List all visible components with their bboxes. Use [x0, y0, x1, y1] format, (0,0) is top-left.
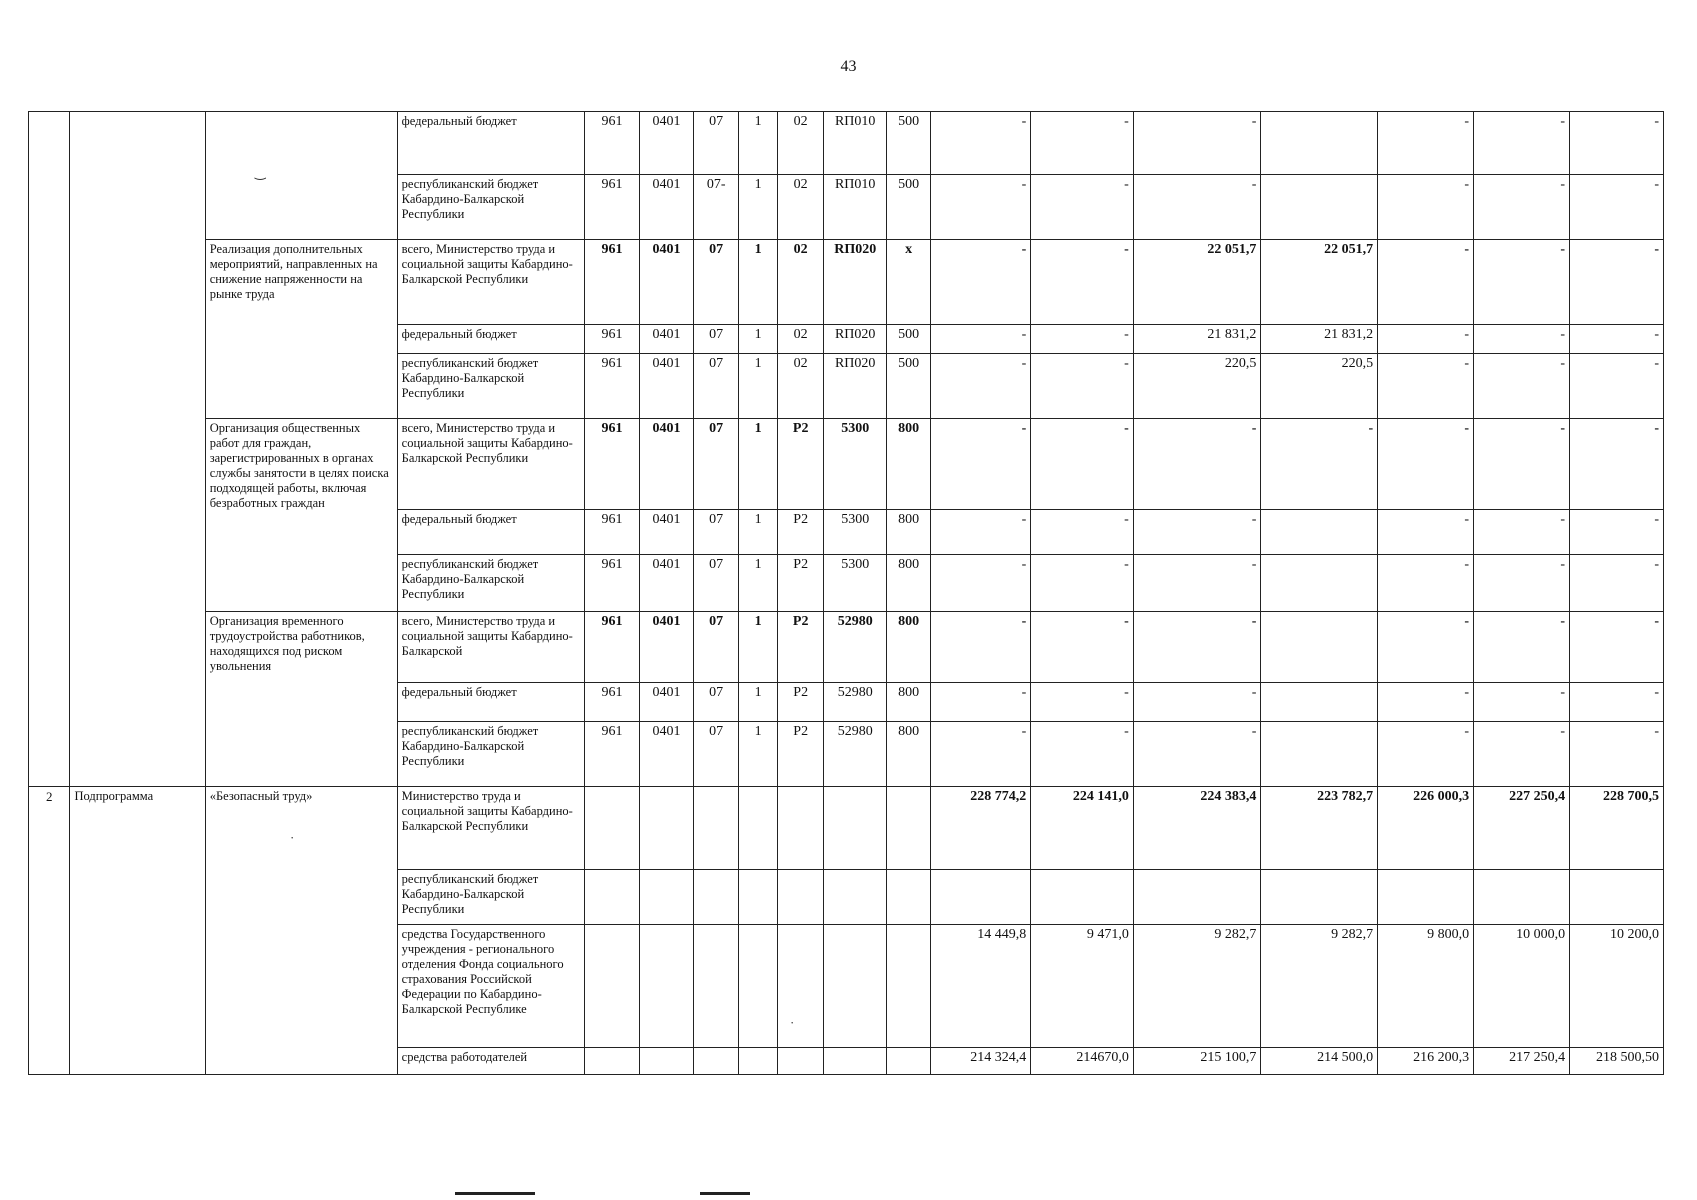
- budget-code: 1: [739, 722, 778, 787]
- year-amount: 215 100,7: [1133, 1048, 1261, 1075]
- budget-code: [824, 1048, 887, 1075]
- year-amount: -: [1474, 112, 1570, 175]
- funding-source: средства работодателей: [397, 1048, 585, 1075]
- budget-code: 02: [778, 325, 824, 354]
- budget-code: 961: [585, 612, 640, 683]
- year-amount: -: [930, 722, 1030, 787]
- year-amount: -: [1133, 175, 1261, 240]
- row-status: [70, 112, 205, 787]
- row-event: Организация общественных работ для граждан, зарегистрированных в органах службы занятости в целях поиска подходящей работы, включая безработных граждан: [205, 419, 397, 612]
- year-amount: -: [1031, 722, 1134, 787]
- year-amount: -: [1378, 555, 1474, 612]
- budget-code: P2: [778, 683, 824, 722]
- funding-source: всего, Министерство труда и социальной защиты Кабардино-Балкарской Республики: [397, 419, 585, 510]
- year-amount: [930, 870, 1030, 925]
- year-amount: [1261, 612, 1378, 683]
- budget-code: [739, 870, 778, 925]
- year-amount: -: [1474, 612, 1570, 683]
- budget-code: 800: [887, 683, 931, 722]
- year-amount: 22 051,7: [1261, 240, 1378, 325]
- budget-code: [585, 925, 640, 1048]
- year-amount: 10 000,0: [1474, 925, 1570, 1048]
- budget-code: 07: [694, 240, 739, 325]
- budget-code: 07: [694, 683, 739, 722]
- budget-code: 800: [887, 722, 931, 787]
- budget-code: 02: [778, 354, 824, 419]
- year-amount: -: [1133, 419, 1261, 510]
- year-amount: 223 782,7: [1261, 787, 1378, 870]
- year-amount: 21 831,2: [1133, 325, 1261, 354]
- budget-code: 800: [887, 419, 931, 510]
- budget-code: [739, 1048, 778, 1075]
- year-amount: [1133, 870, 1261, 925]
- funding-source: федеральный бюджет: [397, 683, 585, 722]
- year-amount: -: [1378, 683, 1474, 722]
- table-row: [29, 612, 1664, 683]
- year-amount: [1261, 112, 1378, 175]
- funding-source: всего, Министерство труда и социальной защиты Кабардино-Балкарской: [397, 612, 585, 683]
- year-amount: 214 500,0: [1261, 1048, 1378, 1075]
- year-amount: -: [1261, 419, 1378, 510]
- year-amount: -: [1378, 325, 1474, 354]
- year-amount: 220,5: [1133, 354, 1261, 419]
- year-amount: -: [1474, 510, 1570, 555]
- funding-source: Министерство труда и социальной защиты Кабардино-Балкарской Республики: [397, 787, 585, 870]
- year-amount: [1261, 870, 1378, 925]
- year-amount: [1261, 175, 1378, 240]
- year-amount: -: [1133, 612, 1261, 683]
- year-amount: 227 250,4: [1474, 787, 1570, 870]
- year-amount: 9 800,0: [1378, 925, 1474, 1048]
- year-amount: 217 250,4: [1474, 1048, 1570, 1075]
- funding-source: федеральный бюджет: [397, 325, 585, 354]
- budget-code: [887, 1048, 931, 1075]
- budget-code: [694, 870, 739, 925]
- budget-code: 800: [887, 555, 931, 612]
- year-amount: -: [930, 510, 1030, 555]
- budget-code: 0401: [639, 240, 694, 325]
- year-amount: 228 774,2: [930, 787, 1030, 870]
- year-amount: 9 471,0: [1031, 925, 1134, 1048]
- year-amount: -: [1570, 112, 1664, 175]
- budget-code: 961: [585, 175, 640, 240]
- year-amount: [1261, 683, 1378, 722]
- year-amount: -: [1031, 112, 1134, 175]
- budget-code: 07: [694, 612, 739, 683]
- table-row: [29, 240, 1664, 325]
- year-amount: -: [1133, 722, 1261, 787]
- budget-code: [887, 870, 931, 925]
- budget-code: 07: [694, 555, 739, 612]
- budget-code: 0401: [639, 419, 694, 510]
- budget-code: [639, 925, 694, 1048]
- row-event: Реализация дополнительных мероприятий, направленных на снижение напряженности на рынке труда: [205, 240, 397, 419]
- budget-code: [778, 787, 824, 870]
- year-amount: -: [930, 112, 1030, 175]
- budget-code: 1: [739, 510, 778, 555]
- budget-code: 52980: [824, 683, 887, 722]
- year-amount: [1570, 870, 1664, 925]
- budget-code: 961: [585, 722, 640, 787]
- row-event: [205, 112, 397, 240]
- year-amount: -: [1378, 722, 1474, 787]
- year-amount: [1261, 722, 1378, 787]
- year-amount: -: [1474, 555, 1570, 612]
- year-amount: 9 282,7: [1133, 925, 1261, 1048]
- funding-source: республиканский бюджет Кабардино-Балкарской Республики: [397, 354, 585, 419]
- scan-artifact: [700, 1192, 750, 1195]
- budget-code: P2: [778, 612, 824, 683]
- year-amount: -: [1570, 510, 1664, 555]
- year-amount: 218 500,50: [1570, 1048, 1664, 1075]
- year-amount: [1474, 870, 1570, 925]
- budget-code: 0401: [639, 354, 694, 419]
- year-amount: -: [930, 175, 1030, 240]
- budget-code: P2: [778, 510, 824, 555]
- budget-code: 0401: [639, 175, 694, 240]
- year-amount: -: [1570, 175, 1664, 240]
- budget-code: 07: [694, 112, 739, 175]
- year-amount: -: [1474, 354, 1570, 419]
- budget-code: 961: [585, 683, 640, 722]
- table-row: [29, 787, 1664, 870]
- year-amount: 21 831,2: [1261, 325, 1378, 354]
- year-amount: -: [1570, 325, 1664, 354]
- budget-code: 07: [694, 419, 739, 510]
- budget-code: 5300: [824, 419, 887, 510]
- budget-code: RП020: [824, 325, 887, 354]
- year-amount: -: [1570, 419, 1664, 510]
- budget-code: 1: [739, 112, 778, 175]
- year-amount: -: [1031, 240, 1134, 325]
- budget-code: RП010: [824, 175, 887, 240]
- funding-source: республиканский бюджет Кабардино-Балкарской Республики: [397, 175, 585, 240]
- budget-code: [824, 925, 887, 1048]
- year-amount: -: [1031, 325, 1134, 354]
- budget-code: P2: [778, 722, 824, 787]
- budget-code: [887, 787, 931, 870]
- budget-code: 800: [887, 612, 931, 683]
- funding-source: всего, Министерство труда и социальной защиты Кабардино-Балкарской Республики: [397, 240, 585, 325]
- year-amount: 214 324,4: [930, 1048, 1030, 1075]
- budget-code: 961: [585, 354, 640, 419]
- budget-code: 1: [739, 354, 778, 419]
- budget-code: 02: [778, 240, 824, 325]
- year-amount: -: [1474, 240, 1570, 325]
- budget-code: 0401: [639, 325, 694, 354]
- budget-code: 961: [585, 510, 640, 555]
- budget-code: [778, 925, 824, 1048]
- budget-code: 1: [739, 175, 778, 240]
- year-amount: -: [1031, 510, 1134, 555]
- budget-code: P2: [778, 419, 824, 510]
- budget-code: 0401: [639, 722, 694, 787]
- year-amount: 22 051,7: [1133, 240, 1261, 325]
- funding-source: республиканский бюджет Кабардино-Балкарской Республики: [397, 722, 585, 787]
- year-amount: 10 200,0: [1570, 925, 1664, 1048]
- budget-code: [639, 1048, 694, 1075]
- funding-source: федеральный бюджет: [397, 112, 585, 175]
- year-amount: [1261, 510, 1378, 555]
- budget-code: 02: [778, 175, 824, 240]
- budget-code: 5300: [824, 555, 887, 612]
- row-number: 2: [29, 787, 70, 1075]
- budget-code: 02: [778, 112, 824, 175]
- budget-code: 500: [887, 112, 931, 175]
- year-amount: 228 700,5: [1570, 787, 1664, 870]
- year-amount: -: [930, 240, 1030, 325]
- budget-code: 07: [694, 325, 739, 354]
- year-amount: -: [1474, 325, 1570, 354]
- budget-code: [639, 787, 694, 870]
- year-amount: -: [930, 325, 1030, 354]
- year-amount: -: [930, 354, 1030, 419]
- year-amount: 14 449,8: [930, 925, 1030, 1048]
- budget-code: 961: [585, 325, 640, 354]
- year-amount: -: [1378, 240, 1474, 325]
- funding-source: республиканский бюджет Кабардино-Балкарской Республики: [397, 870, 585, 925]
- year-amount: -: [1031, 419, 1134, 510]
- funding-source: республиканский бюджет Кабардино-Балкарской Республики: [397, 555, 585, 612]
- year-amount: 224 141,0: [1031, 787, 1134, 870]
- budget-code: 07: [694, 722, 739, 787]
- budget-code: [778, 870, 824, 925]
- budget-code: [824, 870, 887, 925]
- year-amount: 216 200,3: [1378, 1048, 1474, 1075]
- year-amount: -: [1378, 354, 1474, 419]
- year-amount: -: [1378, 612, 1474, 683]
- year-amount: 220,5: [1261, 354, 1378, 419]
- year-amount: -: [1570, 354, 1664, 419]
- budget-code: 5300: [824, 510, 887, 555]
- year-amount: -: [1031, 683, 1134, 722]
- budget-code: [585, 787, 640, 870]
- budget-table: [28, 111, 1664, 1075]
- row-event: Организация временного трудоустройства работников, находящихся под риском увольнения: [205, 612, 397, 787]
- year-amount: -: [1378, 419, 1474, 510]
- budget-code: 07-: [694, 175, 739, 240]
- budget-code: P2: [778, 555, 824, 612]
- year-amount: -: [1474, 722, 1570, 787]
- table-row: [29, 112, 1664, 175]
- budget-code: 1: [739, 240, 778, 325]
- budget-code: 500: [887, 325, 931, 354]
- year-amount: -: [1474, 175, 1570, 240]
- budget-code: 1: [739, 612, 778, 683]
- year-amount: 224 383,4: [1133, 787, 1261, 870]
- budget-code: 07: [694, 510, 739, 555]
- budget-code: 0401: [639, 683, 694, 722]
- budget-code: 0401: [639, 612, 694, 683]
- budget-code: [694, 925, 739, 1048]
- budget-code: 500: [887, 175, 931, 240]
- budget-code: 961: [585, 555, 640, 612]
- row-status: Подпрограмма: [70, 787, 205, 1075]
- year-amount: -: [1133, 683, 1261, 722]
- budget-code: 500: [887, 354, 931, 419]
- budget-code: [694, 1048, 739, 1075]
- budget-code: х: [887, 240, 931, 325]
- budget-code: 52980: [824, 612, 887, 683]
- scan-mark: ‿: [255, 165, 266, 180]
- budget-code: 1: [739, 325, 778, 354]
- year-amount: -: [1378, 175, 1474, 240]
- year-amount: 214670,0: [1031, 1048, 1134, 1075]
- budget-code: [639, 870, 694, 925]
- budget-code: 1: [739, 419, 778, 510]
- year-amount: [1378, 870, 1474, 925]
- year-amount: -: [1378, 112, 1474, 175]
- row-number: [29, 112, 70, 787]
- funding-source: средства Государственного учреждения - регионального отделения Фонда социального страхования Российской Федерации по Кабардино-Балкарской Республике: [397, 925, 585, 1048]
- scan-artifact: [455, 1192, 535, 1195]
- year-amount: -: [930, 419, 1030, 510]
- year-amount: -: [1133, 510, 1261, 555]
- budget-code: 1: [739, 683, 778, 722]
- year-amount: -: [1474, 683, 1570, 722]
- year-amount: -: [930, 683, 1030, 722]
- year-amount: -: [1570, 612, 1664, 683]
- budget-code: RП020: [824, 354, 887, 419]
- year-amount: -: [930, 555, 1030, 612]
- year-amount: -: [1031, 612, 1134, 683]
- budget-code: [739, 925, 778, 1048]
- year-amount: -: [1133, 555, 1261, 612]
- year-amount: -: [1570, 722, 1664, 787]
- budget-code: 961: [585, 112, 640, 175]
- year-amount: -: [1031, 354, 1134, 419]
- year-amount: -: [1570, 240, 1664, 325]
- table-body: [29, 112, 1664, 1075]
- budget-code: [887, 925, 931, 1048]
- scan-mark: ·: [290, 830, 295, 845]
- budget-code: [739, 787, 778, 870]
- year-amount: -: [1133, 112, 1261, 175]
- row-event: «Безопасный труд»: [205, 787, 397, 1075]
- budget-code: [824, 787, 887, 870]
- budget-code: RП010: [824, 112, 887, 175]
- funding-source: федеральный бюджет: [397, 510, 585, 555]
- year-amount: -: [930, 612, 1030, 683]
- year-amount: -: [1570, 683, 1664, 722]
- page-number: 43: [840, 58, 857, 75]
- budget-code: 1: [739, 555, 778, 612]
- budget-code: [778, 1048, 824, 1075]
- scan-mark: ·: [790, 1015, 795, 1030]
- budget-code: 0401: [639, 510, 694, 555]
- table-row: [29, 419, 1664, 510]
- budget-code: 0401: [639, 555, 694, 612]
- budget-code: 961: [585, 419, 640, 510]
- year-amount: -: [1378, 510, 1474, 555]
- budget-code: 52980: [824, 722, 887, 787]
- budget-code: [585, 870, 640, 925]
- budget-code: 961: [585, 240, 640, 325]
- year-amount: -: [1031, 175, 1134, 240]
- year-amount: -: [1474, 419, 1570, 510]
- budget-code: RП020: [824, 240, 887, 325]
- year-amount: [1031, 870, 1134, 925]
- budget-code: [694, 787, 739, 870]
- budget-code: 0401: [639, 112, 694, 175]
- budget-code: [585, 1048, 640, 1075]
- year-amount: [1261, 555, 1378, 612]
- year-amount: -: [1031, 555, 1134, 612]
- year-amount: 226 000,3: [1378, 787, 1474, 870]
- year-amount: -: [1570, 555, 1664, 612]
- year-amount: 9 282,7: [1261, 925, 1378, 1048]
- budget-code: 800: [887, 510, 931, 555]
- budget-code: 07: [694, 354, 739, 419]
